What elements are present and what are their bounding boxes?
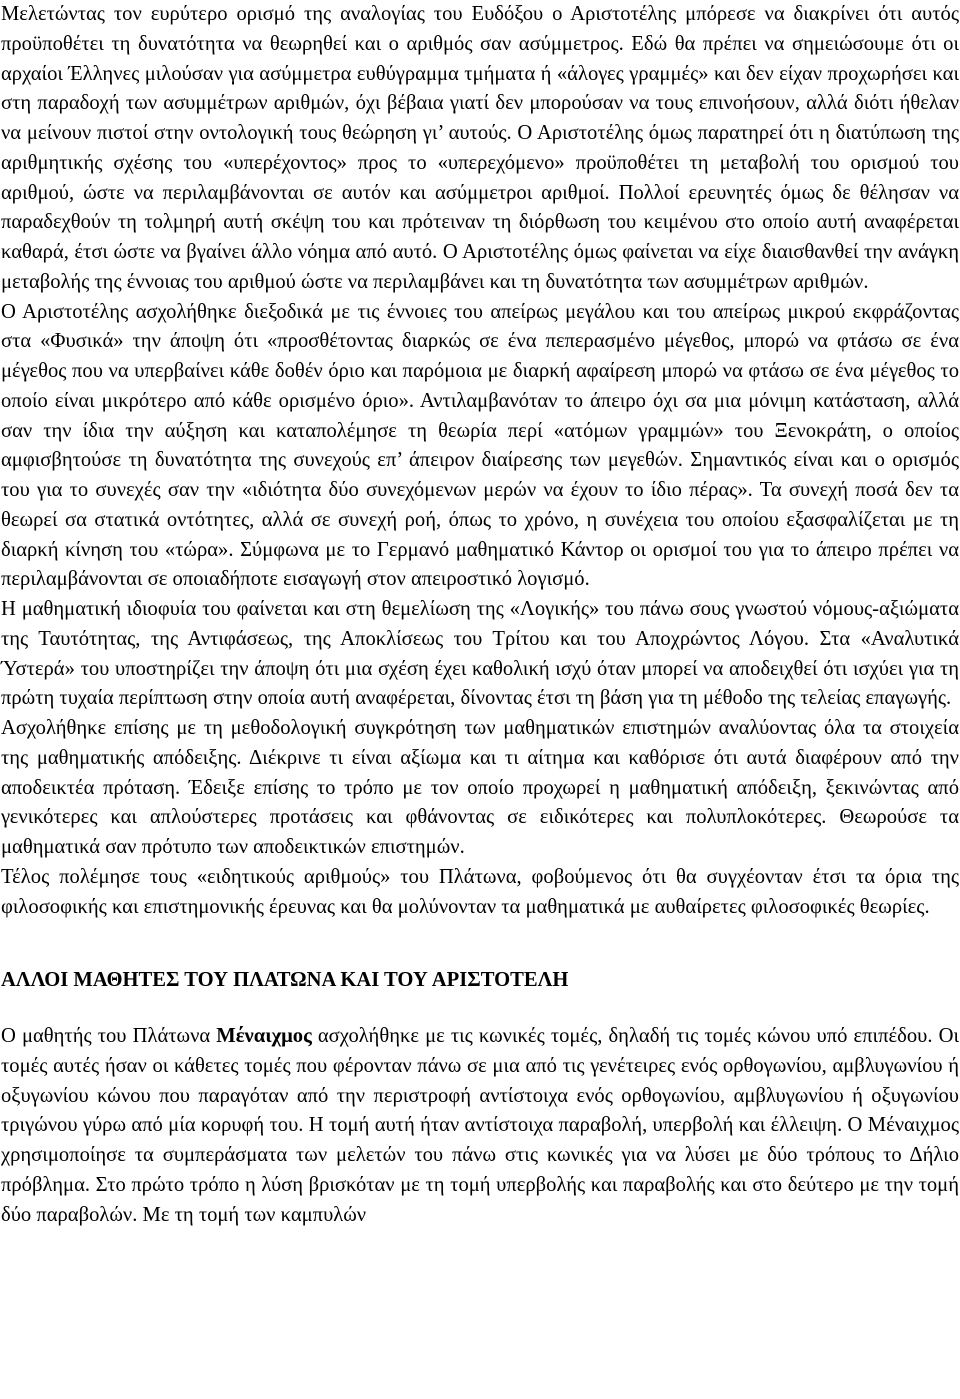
- paragraph-aristotle-method: Ασχολήθηκε επίσης με τη μεθοδολογική συγκρότηση των μαθηματικών επιστημών αναλύοντας όλα τα στοιχεία της μαθηματικής απόδειξης. Διέκρινε τι είναι αξίωμα και τι αίτημα και καθόρισε ότι αυτά διαφέρουν από την αποδεικτέα πρόταση. Έδειξε επίσης το τρόπο με τον οποίο προχωρεί η μαθηματική απόδειξη, ξεκινώντας από γενικότερες και απλούστερες προτάσεις και φθάνοντας σε ειδικότερες και πολυπλοκότερες. Θεωρούσε τα μαθηματικά σαν πρότυπο των αποδεικτικών επιστημών.: [1, 717, 959, 858]
- paragraph-aristotle-ideal-numbers: Τέλος πολέμησε τους «ειδητικούς αριθμούς» του Πλάτωνα, φοβούμενος ότι θα συγχέονταν έτσι τα όρια της φιλοσοφικής και επιστημονικής έρευνας και θα μολύνονταν τα μαθηματικά με αυθαίρετες φιλοσοφικές θεωρίες.: [1, 865, 959, 918]
- paragraph-aristotle-logic: Η μαθηματική ιδιοφυία του φαίνεται και στη θεμελίωση της «Λογικής» του πάνω σους γνωστού νόμους-αξιώματα της Ταυτότητας, της Αντιφάσεως, της Αποκλίσεως του Τρίτου και του Αποχρώντος Λόγου. Στα «Αναλυτικά Ύστερά» του υποστηρίζει την άποψη ότι μια σχέση έχει καθολική ισχύ όταν μπορεί να αποδειχθεί ότι ισχύει για τη πρώτη τυχαία περίπτωση στην οποία αυτή αναφέρεται, δίνοντας έτσι τη βάση για τη μέθοδο της τελείας επαγωγής.: [1, 598, 959, 710]
- paragraph-aristotle-ratio: Μελετώντας τον ευρύτερο ορισμό της αναλογίας του Ευδόξου ο Αριστοτέλης μπόρεσε να διακρίνει ότι αυτός προϋποθέτει τη δυνατότητα να θεωρηθεί και ο αριθμός σαν ασύμμετρος. Εδώ θα πρέπει να σημειώσουμε ότι οι αρχαίοι Έλληνες μιλούσαν για ασύμμετρα ευθύγραμμα τμήματα ή «άλογες γραμμές» και δεν είχαν προχωρήσει και στη παραδοχή των ασυμμέτρων αριθμών, όχι βέβαια γιατί δεν μπορούσαν να τους επινοήσουν, αλλά διότι ήθελαν να μείνουν πιστοί στην οντολογική τους θεώρηση γι’ αυτούς. Ο Αριστοτέλης όμως παρατηρεί ότι η διατύπωση της αριθμητικής σχέσης του «υπερέχοντος» προς το «υπερεχόμενο» προϋποθέτει τη μεταβολή του ορισμού του αριθμού, ώστε να περιλαμβάνονται σε αυτόν και ασύμμετροι αριθμοί. Πολλοί ερευνητές όμως δε θέλησαν να παραδεχθούν τη τολμηρή αυτή σκέψη του και πρότειναν τη διόρθωση του κειμένου στο οποίο αυτή αναφέρεται καθαρά, έτσι ώστε να βγαίνει άλλο νόημα από αυτό. Ο Αριστοτέλης όμως φαίνεται να είχε διαισθανθεί την ανάγκη μεταβολής της έννοιας του αριθμού ώστε να περιλαμβάνει και τη δυνατότητα των ασυμμέτρων αριθμών.: [1, 3, 959, 293]
- paragraph-aristotle-infinity: Ο Αριστοτέλης ασχολήθηκε διεξοδικά με τις έννοιες του απείρως μεγάλου και του απείρως μικρού εκφράζοντας στα «Φυσικά» την άποψη ότι «προσθέτοντας διαρκώς σε ένα πεπερασμένο μέγεθος, μπορώ να φτάσω σε ένα μέγεθος που να υπερβαίνει κάθε δοθέν όριο και παρόμοια με διαρκή αφαίρεση μπορώ να φτάσω σε ένα μέγεθος το οποίο είναι μικρότερο από κάθε ορισμένο όριο». Αντιλαμβανόταν το άπειρο όχι σα μια μόνιμη κατάσταση, αλλά σαν την ίδια την αύξηση και καταπολέμησε τη θεωρία περί «ατόμων γραμμών» του Ξενοκράτη, ο οποίος αμφισβητούσε τη δυνατότητα της συνεχούς επ’ άπειρον διαίρεσης των μεγεθών. Σημαντικός είναι και ο ορισμός του για το συνεχές σαν την «ιδιότητα δύο συνεχόμενων μερών να έχουν το ίδιο πέρας». Τα συνεχή ποσά δεν τα θεωρεί σα στατικά οντότητες, αλλά σε συνεχή ροή, όπως το χρόνο, η συνέχεια του οποίου εξασφαλίζεται με τη διαρκή κίνηση του «τώρα». Σύμφωνα με το Γερμανό μαθηματικό Κάντορ οι ορισμοί του για το άπειρο πρέπει να περιλαμβάνονται σε οποιαδήποτε εισαγωγή στον απειροστικό λογισμό.: [1, 300, 959, 591]
- paragraph-menaechmus: [1, 1022, 959, 1230]
- menaechmus-name: Μέναιχμος: [216, 1025, 312, 1047]
- menaechmus-text-suffix: ασχολήθηκε με τις κωνικές τομές, δηλαδή τις τομές κώνου υπό επιπέδου. Οι τομές αυτές ήσαν οι κάθετες τομές που φέρονταν πάνω σε μια από τις γενέτειρες ενός ορθογωνίου, αμβλυγωνίου ή οξυγωνίου κώνου που παραγόταν από την περιστροφή αντίστοιχα ενός ορθογωνίου, αμβλυγωνίου ή οξυγωνίου τριγώνου γύρω από μία κορυφή του. Η τομή αυτή ήταν αντίστοιχα παραβολή, υπερβολή και έλλειψη. Ο Μέναιχμος χρησιμοποίησε τα συμπεράσματα των μελετών του πάνω στις κωνικές για να λύσει με δύο τρόπους το Δήλιο πρόβλημα. Στο πρώτο τρόπο η λύση βρισκόταν με τη τομή υπερβολής και παραβολής και στο δεύτερο με την τομή δύο παραβολών. Με τη τομή των καμπυλών: [1, 1025, 960, 1226]
- menaechmus-text-prefix: Ο μαθητής του Πλάτωνα: [1, 1025, 217, 1047]
- section-heading: ΑΛΛΟΙ ΜΑΘΗΤΕΣ ΤΟΥ ΠΛΑΤΩΝΑ ΚΑΙ ΤΟΥ ΑΡΙΣΤΟΤΕΛΗ: [1, 969, 569, 992]
